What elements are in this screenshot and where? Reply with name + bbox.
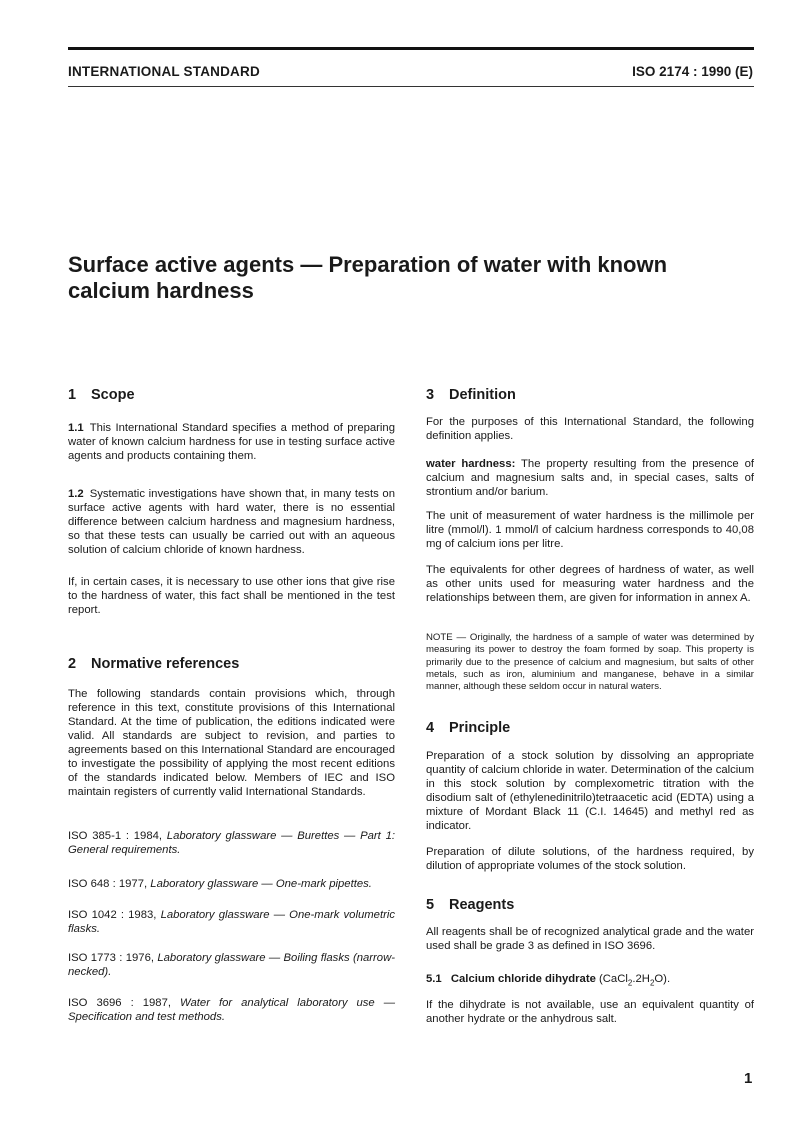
section-number: 3 — [426, 387, 435, 403]
reference-code: ISO 3696 : 1987, — [68, 997, 172, 1009]
clause-1-2 — [68, 487, 395, 557]
section-title: Reagents — [449, 897, 515, 913]
section-number: 5 — [426, 897, 435, 913]
reference-item — [68, 951, 395, 979]
paragraph-text: Preparation of a stock solution by dissolving an appropriate quantity of calcium chloride in water. Determination of the calcium in this stock solution by complexometric titration with the disodium salt of (ethylenedinitrilo)tetraacetic acid (EDTA) using a mixture of Mordant Black 11 (C.I. 14645) and methyl red as indicator. — [426, 750, 754, 832]
doc-type-label: INTERNATIONAL STANDARD — [68, 64, 260, 79]
header-bottom-rule — [68, 86, 754, 87]
paragraph-text: For the purposes of this International Standard, the following definition applies. — [426, 416, 754, 442]
note-text: NOTE — Originally, the hardness of a sample of water was determined by measuring its power to destroy the foam formed by soap. This property is primarily due to the presence of calcium and magnesium, but salts of other metals, such as iron, aluminium and manganese, behave in a similar manner, although these seldom occur in natural waters. — [426, 632, 754, 693]
paragraph-text: The following standards contain provisions which, through reference in this text, constitute provisions of this International Standard. At the time of publication, the editions indicated were valid. All standards are subject to revision, and parties to agreements based on this International Standard are encouraged to investigate the possibility of applying the most recent editions of the standards indicated below. Members of IEC and ISO maintain registers of currently valid International Standards. — [68, 688, 395, 798]
section-1-heading — [68, 386, 395, 404]
reference-title: Laboratory glassware — Burettes — Part 1: General requirements. — [68, 830, 395, 856]
page-number: 1 — [744, 1070, 753, 1087]
title-line-1: Surface active agents — Preparation of water with known — [68, 252, 668, 277]
reference-item — [68, 877, 395, 891]
paragraph-text: The unit of measurement of water hardness is the millimole per litre (mmol/l). 1 mmol/l of calcium hardness corresponds to 40,08 mg of calcium ions per litre. — [426, 510, 754, 550]
definition-intro — [426, 415, 754, 443]
section-title: Scope — [91, 387, 135, 403]
definition-term — [426, 457, 754, 499]
paragraph-text: If, in certain cases, it is necessary to use other ions that give rise to the hardness of water, this fact shall be mentioned in the test report. — [68, 576, 395, 616]
reference-code: ISO 1042 : 1983, — [68, 909, 157, 921]
chemical-formula: $(CaCl_2.2H_2O)$. — [599, 973, 671, 988]
principle-paragraph-1 — [426, 749, 754, 833]
clause-text: This International Standard specifies a method of preparing water of known calcium hardness for use in testing surface active agents and products containing them. — [68, 422, 395, 462]
normative-intro — [68, 687, 395, 799]
principle-paragraph-2 — [426, 845, 754, 873]
reference-item — [68, 996, 395, 1024]
clause-number: 5.1 — [426, 973, 442, 985]
clause-number: 1.2 — [68, 488, 84, 500]
section-4-heading — [426, 719, 754, 737]
doc-number-label: ISO 2174 : 1990 (E) — [632, 64, 753, 79]
section-number: 4 — [426, 720, 435, 736]
title-line-2: calcium hardness — [68, 278, 254, 303]
clause-number: 1.1 — [68, 422, 84, 434]
definition-unit — [426, 509, 754, 551]
clause-title: Calcium chloride dihydrate — [450, 973, 596, 985]
section-number: 2 — [68, 656, 77, 672]
reagents-paragraph-2 — [426, 998, 754, 1026]
reference-code: ISO 385-1 : 1984, — [68, 830, 163, 842]
paragraph-text: If the dihydrate is not available, use an equivalent quantity of another hydrate or the anhydrous salt. — [426, 999, 754, 1025]
reference-title: Laboratory glassware — One-mark pipettes. — [150, 878, 372, 890]
clause-text: Systematic investigations have shown that, in many tests on surface active agents with hard water, there is no essential difference between calcium hardness and magnesium hardness, so that these tests can usually be carried out with an aqueous solution of calcium chloride of known hardness. — [68, 488, 395, 556]
reagents-paragraph-1 — [426, 925, 754, 953]
section-number: 1 — [68, 387, 77, 403]
scope-paragraph-3 — [68, 575, 395, 617]
reference-item — [68, 908, 395, 936]
clause-1-1 — [68, 421, 395, 463]
section-title: Normative references — [91, 656, 240, 672]
paragraph-text: Preparation of dilute solutions, of the hardness required, by dilution of appropriate volumes of the stock solution. — [426, 846, 754, 872]
term-label: water hardness: — [426, 458, 516, 470]
reference-code: ISO 648 : 1977, — [68, 878, 148, 890]
reference-title: Laboratory glassware — One-mark volumetric flasks. — [68, 909, 395, 935]
paragraph-text: The equivalents for other degrees of hardness of water, as well as other units used for measuring water hardness and the relationships between them, are given for information in annex A. — [426, 564, 754, 604]
reference-code: ISO 1773 : 1976, — [68, 952, 154, 964]
section-3-heading — [426, 386, 754, 404]
section-5-heading — [426, 896, 754, 914]
definition-note — [426, 632, 754, 693]
page-title — [68, 252, 768, 304]
section-title: Definition — [449, 387, 516, 403]
reference-title: Water for analytical laboratory use — Specification and test methods. — [68, 997, 395, 1023]
section-title: Principle — [449, 720, 511, 736]
definition-equivalents — [426, 563, 754, 605]
paragraph-text: All reagents shall be of recognized analytical grade and the water used shall be grade 3 as defined in ISO 3696. — [426, 926, 754, 952]
clause-5-1-heading — [426, 972, 754, 990]
section-2-heading — [68, 655, 395, 673]
header-top-rule — [68, 47, 754, 50]
reference-title: Laboratory glassware — Boiling flasks (narrow-necked). — [68, 952, 396, 978]
reference-item — [68, 829, 395, 857]
term-definition: The property resulting from the presence of calcium and magnesium salts and, in special cases, salts of strontium and/or barium. — [426, 458, 754, 498]
